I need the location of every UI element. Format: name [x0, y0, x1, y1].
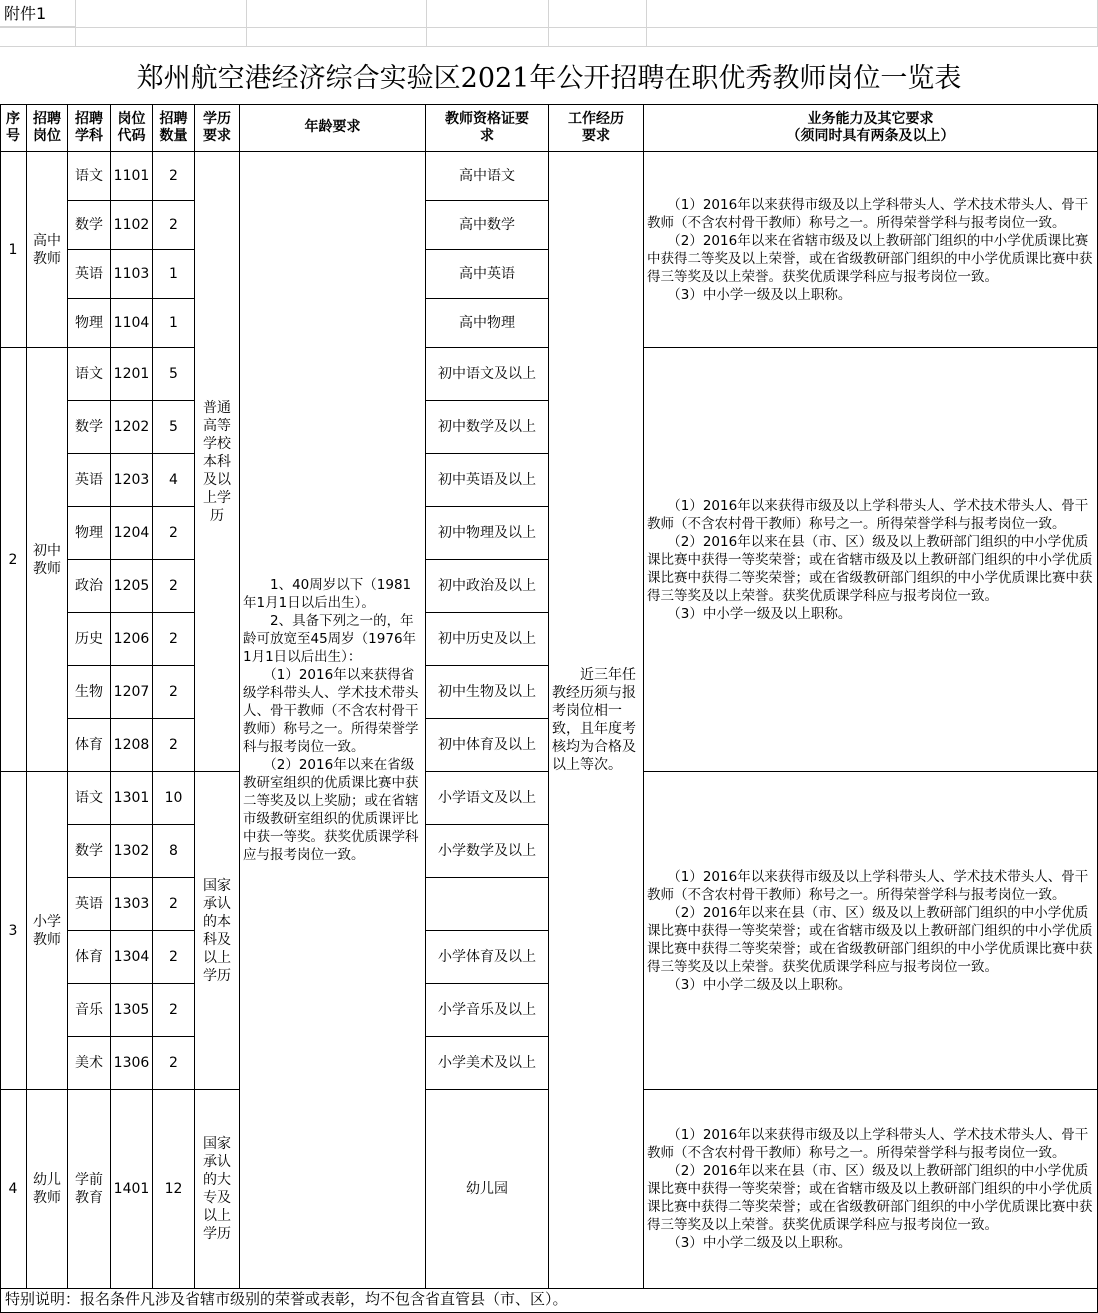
table-row-code-text: 1205	[113, 578, 150, 594]
group-seq	[0, 772, 27, 1090]
table-row-code	[111, 560, 153, 613]
header-code	[111, 104, 153, 152]
group-ability	[644, 348, 1098, 772]
header-certificate-text: 教师资格证要 求	[445, 110, 529, 144]
table-row-certificate-text: 高中物理	[459, 315, 515, 331]
table-row-code	[111, 454, 153, 507]
table-row-subject	[68, 825, 111, 878]
group-seq-text: 4	[8, 1181, 18, 1197]
group-post-text: 小学 教师	[33, 913, 61, 948]
group-ability-text: （1）2016年以来获得市级及以上学科带头人、学术技术带头人、骨干教师（不含农村骨干教师）称号之一。所得荣誉学科与报考岗位一致。 （2）2016年以来在县（市、区）级及以上教研部门组织的中小学优质课比赛中获得一等奖荣誉；或在省辖市级及以上教研部门组织的中小学优质课比赛中获得二等奖荣誉；或在省级教研部门组织的中小学优质课比赛中获得三等奖及以上荣誉。获奖优质课学科应与报考岗位一致。 （3）中小学二级及以上职称。	[647, 868, 1093, 993]
table-row-subject-text: 数学	[75, 843, 103, 859]
table-row-count	[153, 666, 195, 719]
header-count-text: 招聘 数量	[159, 110, 188, 144]
header-subject	[68, 104, 111, 152]
group-seq-text: 1	[8, 241, 18, 258]
group-ability-text: （1）2016年以来获得市级及以上学科带头人、学术技术带头人、骨干教师（不含农村骨干教师）称号之一。所得荣誉学科与报考岗位一致。 （2）2016年以来在县（市、区）级及以上教研部门组织的中小学优质课比赛中获得一等奖荣誉；或在省辖市级及以上教研部门组织的中小学优质课比赛中获得二等奖荣誉；或在省级教研部门组织的中小学优质课比赛中获得三等奖及以上荣誉。获奖优质课学科应与报考岗位一致。 （3）中小学二级及以上职称。	[647, 1127, 1093, 1251]
table-row-subject	[68, 454, 111, 507]
table-row-count-text: 1	[169, 315, 178, 331]
table-row-subject-text: 语文	[75, 790, 103, 806]
table-row-subject-text: 历史	[75, 631, 103, 647]
group-seq-text: 3	[8, 922, 18, 939]
table-row-certificate	[426, 507, 549, 560]
table-row-certificate	[426, 560, 549, 613]
header-age-text: 年龄要求	[304, 119, 361, 135]
grid-line	[0, 27, 1098, 28]
table-row-count	[153, 1037, 195, 1090]
table-row-count-text: 1	[169, 266, 178, 282]
table-row-code-text: 1206	[113, 631, 150, 647]
header-ability	[644, 104, 1098, 152]
header-education	[195, 104, 240, 152]
table-row-count	[153, 772, 195, 825]
table-row-subject-text: 英语	[75, 896, 103, 912]
table-row-count	[153, 719, 195, 772]
page-title: 郑州航空港经济综合实验区2021年公开招聘在职优秀教师岗位一览表	[136, 62, 962, 94]
grid-line	[75, 27, 76, 47]
table-row-code-text: 1401	[113, 1181, 150, 1197]
table-row-certificate-text: 初中语文及以上	[438, 366, 536, 382]
table-row-certificate	[426, 401, 549, 454]
table-row-code	[111, 152, 153, 201]
table-row-count	[153, 250, 195, 299]
group-post-text: 高中 教师	[33, 232, 61, 267]
group-ability	[644, 152, 1098, 348]
education-requirement-a-text: 普通高等学校本科及以上学历	[203, 399, 231, 524]
table-row-count-text: 4	[169, 472, 178, 488]
header-count	[153, 104, 195, 152]
header-seq	[0, 104, 27, 152]
table-row-code	[111, 401, 153, 454]
table-row-subject	[68, 984, 111, 1037]
table-row-count-text: 2	[169, 168, 178, 184]
header-experience-text: 工作经历 要求	[568, 110, 624, 144]
grid-line	[548, 0, 549, 47]
age-requirement	[240, 152, 426, 1289]
table-row-subject	[68, 250, 111, 299]
table-row-certificate	[426, 825, 549, 878]
table-row-code	[111, 666, 153, 719]
group-ability	[644, 1090, 1098, 1289]
table-row-count	[153, 507, 195, 560]
table-row-subject	[68, 613, 111, 666]
table-row-count	[153, 454, 195, 507]
table-row-count	[153, 613, 195, 666]
table-row-subject-text: 英语	[75, 266, 103, 282]
table-row-code-text: 1202	[113, 419, 150, 435]
table-row-certificate-text: 初中英语及以上	[438, 472, 536, 488]
table-row-count-text: 2	[169, 631, 178, 647]
table-row-count-text: 5	[169, 419, 178, 435]
table-row-code-text: 1304	[113, 949, 150, 965]
education-requirement-a	[195, 152, 240, 772]
education-requirement-c-text: 国家承认的大专及以上学历	[203, 1136, 231, 1242]
table-row-subject	[68, 666, 111, 719]
table-row-count	[153, 825, 195, 878]
header-seq-text: 序 号	[6, 110, 20, 144]
grid-line	[646, 0, 647, 47]
table-row-code	[111, 931, 153, 984]
table-row-subject-text: 美术	[75, 1055, 103, 1071]
table-row-count	[153, 931, 195, 984]
table-row-count	[153, 1090, 195, 1289]
table-row-subject	[68, 719, 111, 772]
table-row-count-text: 2	[169, 684, 178, 700]
table-row-count	[153, 152, 195, 201]
table-row-certificate-text: 初中政治及以上	[438, 578, 536, 594]
experience-requirement	[549, 152, 644, 1289]
table-row-code-text: 1204	[113, 525, 150, 541]
table-row-code-text: 1302	[113, 843, 150, 859]
header-post-text: 招聘 岗位	[33, 110, 61, 144]
header-post	[27, 104, 68, 152]
table-row-count	[153, 201, 195, 250]
table-row-count	[153, 299, 195, 348]
table-row-code	[111, 772, 153, 825]
table-row-code	[111, 348, 153, 401]
table-row-subject-text: 语文	[75, 168, 103, 184]
header-code-text: 岗位 代码	[117, 110, 146, 144]
table-row-code-text: 1208	[113, 737, 150, 753]
table-row-count	[153, 401, 195, 454]
education-requirement-c	[195, 1090, 240, 1289]
table-row-count	[153, 348, 195, 401]
table-row-certificate	[426, 1090, 549, 1289]
table-row-subject-text: 生物	[75, 684, 103, 700]
table-row-certificate-text: 小学音乐及以上	[438, 1002, 536, 1018]
table-row-count-text: 8	[169, 843, 178, 859]
group-seq	[0, 348, 27, 772]
table-row-code	[111, 1037, 153, 1090]
group-ability	[644, 772, 1098, 1090]
table-row-certificate-text: 小学体育及以上	[438, 949, 536, 965]
education-requirement-b	[195, 772, 240, 1090]
table-row-certificate	[426, 719, 549, 772]
table-row-count-text: 2	[169, 737, 178, 753]
table-row-certificate-text: 幼儿园	[466, 1181, 508, 1197]
group-ability-text: （1）2016年以来获得市级及以上学科带头人、学术技术带头人、骨干教师（不含农村骨干教师）称号之一。所得荣誉学科与报考岗位一致。 （2）2016年以来在县（市、区）级及以上教研部门组织的中小学优质课比赛中获得一等奖荣誉；或在省辖市级及以上教研部门组织的中小学优质课比赛中获得二等奖荣誉；或在省级教研部门组织的中小学优质课比赛中获得三等奖及以上荣誉。获奖优质课学科应与报考岗位一致。 （3）中小学一级及以上职称。	[647, 497, 1093, 622]
table-row-count-text: 10	[164, 790, 183, 806]
table-row-certificate	[426, 250, 549, 299]
table-row-subject	[68, 299, 111, 348]
table-row-certificate	[426, 613, 549, 666]
annex-label: 附件1	[0, 0, 76, 27]
table-row-subject-text: 数学	[75, 217, 103, 233]
table-row-certificate-text: 高中数学	[459, 217, 515, 233]
header-ability-text: 业务能力及其它要求 （须同时具有两条及以上）	[786, 110, 955, 144]
table-row-certificate	[426, 299, 549, 348]
table-row-code	[111, 201, 153, 250]
table-row-certificate	[426, 152, 549, 201]
header-age	[240, 104, 426, 152]
table-row-certificate-text: 初中历史及以上	[438, 631, 536, 647]
table-row-code	[111, 984, 153, 1037]
table-row-certificate	[426, 772, 549, 825]
group-seq-text: 2	[8, 551, 18, 568]
table-row-certificate	[426, 878, 549, 931]
table-row-subject-text: 学前 教育	[75, 1172, 103, 1206]
table-row-certificate-text: 高中英语	[459, 266, 515, 282]
table-row-subject-text: 政治	[75, 578, 103, 594]
group-post	[27, 772, 68, 1090]
table-row-subject-text: 体育	[75, 737, 103, 753]
table-row-code	[111, 825, 153, 878]
table-row-subject	[68, 507, 111, 560]
table-row-code-text: 1303	[113, 896, 150, 912]
table-row-count-text: 2	[169, 578, 178, 594]
table-row-code	[111, 507, 153, 560]
group-post	[27, 1090, 68, 1289]
table-row-certificate	[426, 348, 549, 401]
table-row-subject	[68, 878, 111, 931]
group-post-text: 幼儿 教师	[33, 1172, 61, 1206]
table-row-subject	[68, 201, 111, 250]
table-row-certificate-text: 高中语文	[459, 168, 515, 184]
table-row-subject	[68, 560, 111, 613]
table-row-code	[111, 719, 153, 772]
table-row-count-text: 5	[169, 366, 178, 382]
grid-line	[426, 0, 427, 47]
table-row-count-text: 2	[169, 1002, 178, 1018]
header-certificate	[426, 104, 549, 152]
table-row-certificate-text: 小学美术及以上	[438, 1055, 536, 1071]
table-row-count	[153, 878, 195, 931]
table-row-certificate	[426, 201, 549, 250]
table-row-subject-text: 物理	[75, 525, 103, 541]
table-row-certificate	[426, 666, 549, 719]
group-post-text: 初中 教师	[33, 542, 61, 577]
table-row-subject	[68, 931, 111, 984]
table-row-code-text: 1103	[113, 266, 150, 282]
special-note: 特别说明：报名条件凡涉及省辖市级别的荣誉或表彰，均不包含省直管县（市、区）。	[0, 1287, 1098, 1313]
table-row-code-text: 1301	[113, 790, 150, 806]
table-row-subject	[68, 152, 111, 201]
table-row-subject-text: 音乐	[75, 1002, 103, 1018]
table-row-code-text: 1306	[113, 1055, 150, 1071]
table-row-subject	[68, 1090, 111, 1289]
table-row-count-text: 2	[169, 217, 178, 233]
table-row-certificate-text: 初中体育及以上	[438, 737, 536, 753]
table-row-count-text: 2	[169, 896, 178, 912]
table-row-code-text: 1203	[113, 472, 150, 488]
education-requirement-b-text: 国家承认的本科及以上学历	[203, 877, 231, 984]
group-seq	[0, 152, 27, 348]
table-row-certificate-text: 初中生物及以上	[438, 684, 536, 700]
table-row-subject	[68, 401, 111, 454]
table-row-certificate-text: 小学语文及以上	[438, 790, 536, 806]
group-seq	[0, 1090, 27, 1289]
group-ability-text: （1）2016年以来获得市级及以上学科带头人、学术技术带头人、骨干教师（不含农村骨干教师）称号之一。所得荣誉学科与报考岗位一致。 （2）2016年以来在省辖市级及以上教研部门组织的中小学优质课比赛中获得二等奖及以上荣誉，或在省级教研部门组织的中小学优质课比赛中获得三等奖及以上荣誉。获奖优质课学科应与报考岗位一致。 （3）中小学一级及以上职称。	[647, 196, 1093, 303]
table-row-count-text: 2	[169, 1055, 178, 1071]
table-row-subject	[68, 348, 111, 401]
group-post	[27, 348, 68, 772]
age-requirement-text: 1、40周岁以下（1981年1月1日以后出生）。 2、具备下列之一的，年龄可放宽至45周岁（1976年1月1日以后出生）： （1）2016年以来获得省级学科带头人、学术技术带头人、骨干教师（不含农村骨干教师）称号之一。所得荣誉学科与报考岗位一致。 （2）2016年以来在省级教研室组织的优质课比赛中获二等奖及以上奖励；或在省辖市级教研室组织的优质课评比中获一等奖。获奖优质课学科应与报考岗位一致。	[243, 577, 419, 863]
group-post	[27, 152, 68, 348]
table-row-subject-text: 英语	[75, 472, 103, 488]
table-row-count-text: 12	[164, 1181, 183, 1197]
header-subject-text: 招聘 学科	[75, 110, 103, 144]
header-experience	[549, 104, 644, 152]
table-row-code	[111, 299, 153, 348]
table-row-count-text: 2	[169, 525, 178, 541]
table-row-subject	[68, 772, 111, 825]
table-row-count-text: 2	[169, 949, 178, 965]
table-row-code-text: 1101	[113, 168, 150, 184]
table-row-code	[111, 613, 153, 666]
table-row-code-text: 1207	[113, 684, 150, 700]
table-row-code-text: 1104	[113, 315, 150, 331]
table-row-certificate	[426, 1037, 549, 1090]
table-row-code-text: 1201	[113, 366, 150, 382]
table-row-code	[111, 1090, 153, 1289]
table-row-subject	[68, 1037, 111, 1090]
table-row-count	[153, 560, 195, 613]
table-row-certificate-text: 初中物理及以上	[438, 525, 536, 541]
table-row-certificate-text: 小学数学及以上	[438, 843, 536, 859]
table-row-code	[111, 250, 153, 299]
table-row-subject-text: 语文	[75, 366, 103, 382]
table-row-certificate-text: 初中数学及以上	[438, 419, 536, 435]
table-row-certificate	[426, 931, 549, 984]
grid-line	[246, 0, 247, 47]
header-education-text: 学历 要求	[203, 110, 231, 144]
table-row-code-text: 1102	[113, 217, 150, 233]
table-row-subject-text: 体育	[75, 949, 103, 965]
table-row-certificate	[426, 984, 549, 1037]
table-row-certificate	[426, 454, 549, 507]
table-row-subject-text: 物理	[75, 315, 103, 331]
table-row-count	[153, 984, 195, 1037]
experience-requirement-text: 近三年任教经历须与报考岗位相一致，且年度考核均为合格及以上等次。	[552, 667, 636, 773]
table-row-code	[111, 878, 153, 931]
table-row-code-text: 1305	[113, 1002, 150, 1018]
table-row-subject-text: 数学	[75, 419, 103, 435]
